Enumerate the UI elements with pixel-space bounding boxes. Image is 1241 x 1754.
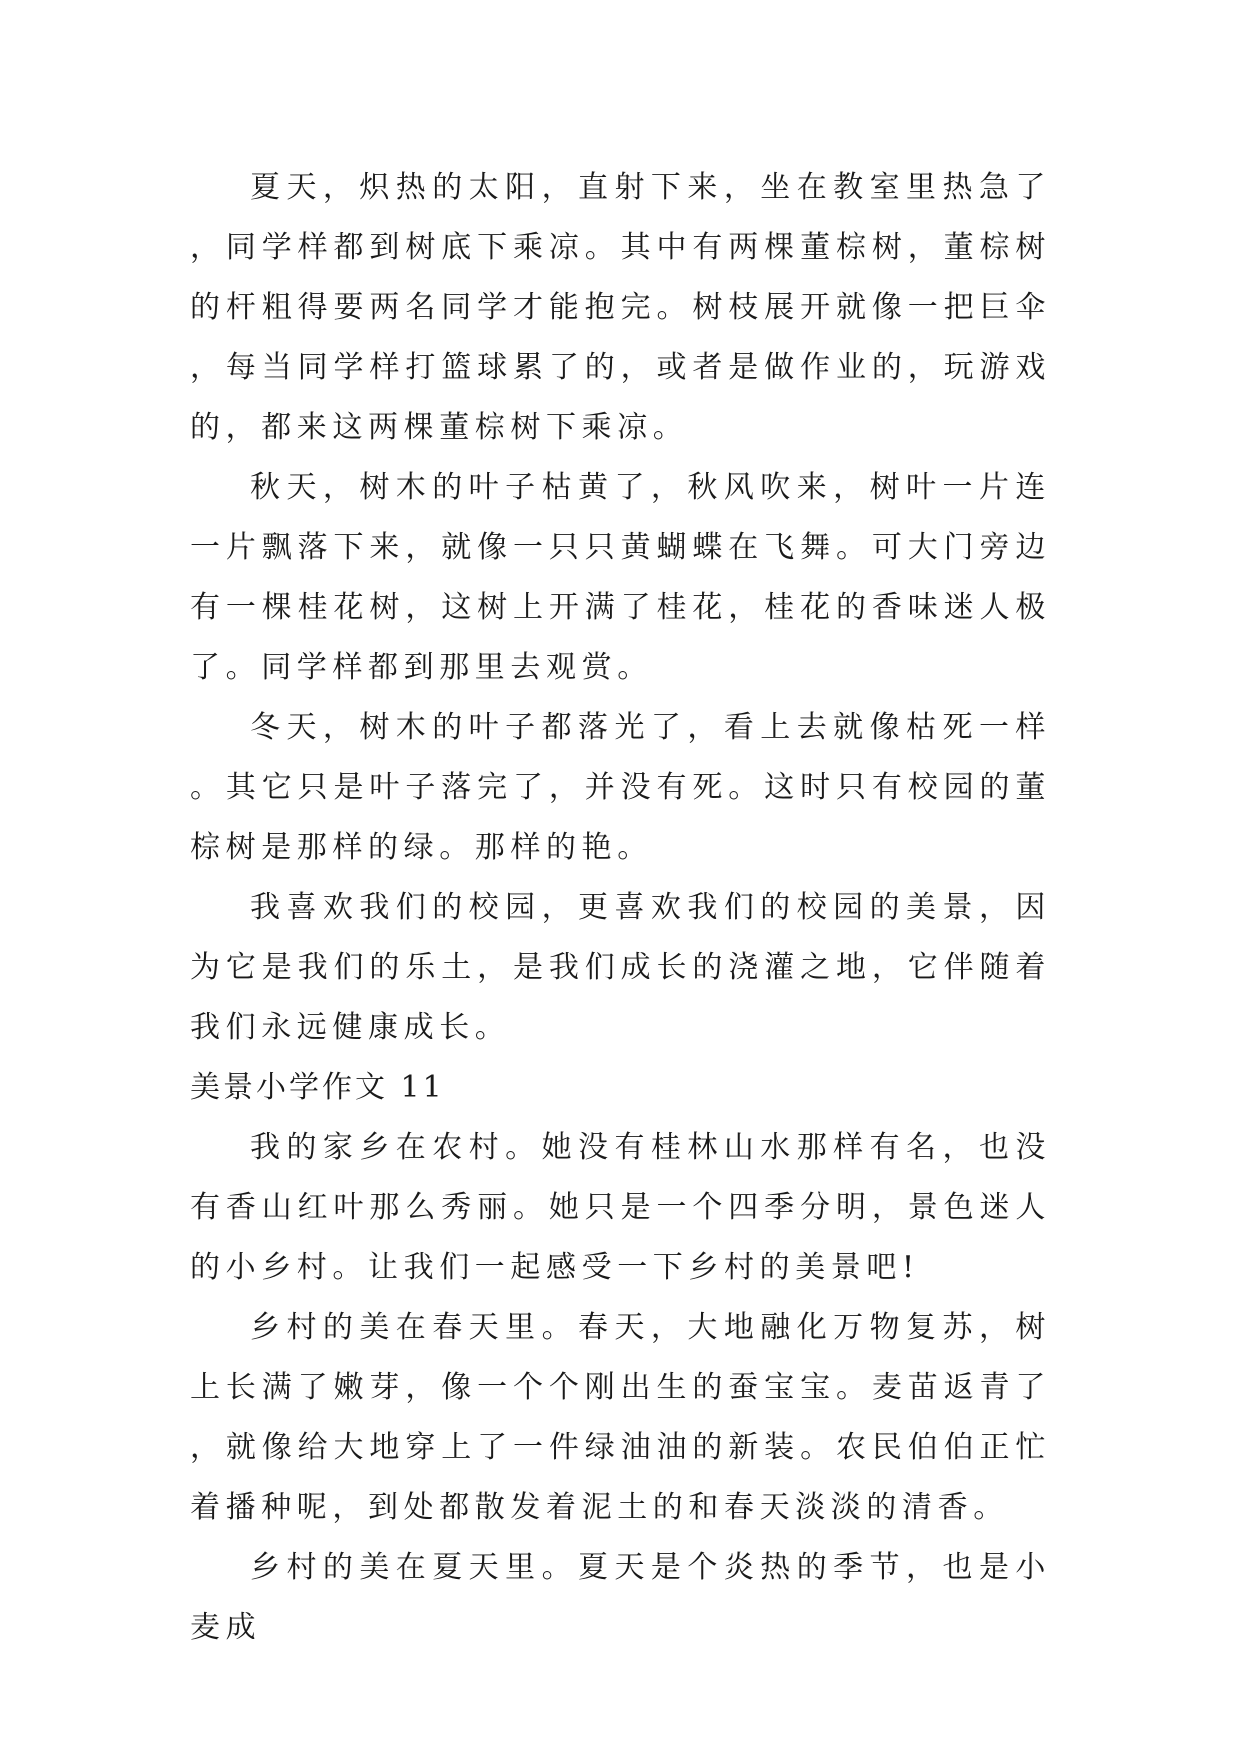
paragraph-summer-village: 乡村的美在夏天里。夏天是个炎热的季节，也是小麦成 — [190, 1550, 1051, 1645]
paragraph-summer: 夏天，炽热的太阳，直射下来，坐在教室里热急了，同学样都到树底下乘凉。其中有两棵董棕树，董棕树的杆粗得要两名同学才能抱完。树枝展开就像一把巨伞，每当同学样打篮球累了的，或者是做作业的，玩游戏的，都来这两棵董棕树下乘凉。 — [190, 170, 1051, 445]
paragraph-spring: 乡村的美在春天里。春天，大地融化万物复苏，树上长满了嫩芽，像一个个刚出生的蚕宝宝。麦苗返青了，就像给大地穿上了一件绿油油的新装。农民伯伯正忙着播种呢，到处都散发着泥土的和春天淡淡的清香。 — [190, 1310, 1051, 1525]
paragraph-winter: 冬天，树木的叶子都落光了，看上去就像枯死一样。其它只是叶子落完了，并没有死。这时只有校园的董棕树是那样的绿。那样的艳。 — [190, 710, 1051, 865]
paragraph-autumn: 秋天，树木的叶子枯黄了，秋风吹来，树叶一片连一片飘落下来，就像一只只黄蝴蝶在飞舞。可大门旁边有一棵桂花树，这树上开满了桂花，桂花的香味迷人极了。同学样都到那里去观赏。 — [190, 470, 1051, 685]
document-body — [190, 158, 1051, 1658]
paragraph-conclusion: 我喜欢我们的校园，更喜欢我们的校园的美景，因为它是我们的乐土，是我们成长的浇灌之地，它伴随着我们永远健康成长。 — [190, 890, 1051, 1045]
section-title: 美景小学作文 11 — [190, 1070, 445, 1105]
paragraph-hometown-intro: 我的家乡在农村。她没有桂林山水那样有名，也没有香山红叶那么秀丽。她只是一个四季分明，景色迷人的小乡村。让我们一起感受一下乡村的美景吧! — [190, 1130, 1051, 1285]
